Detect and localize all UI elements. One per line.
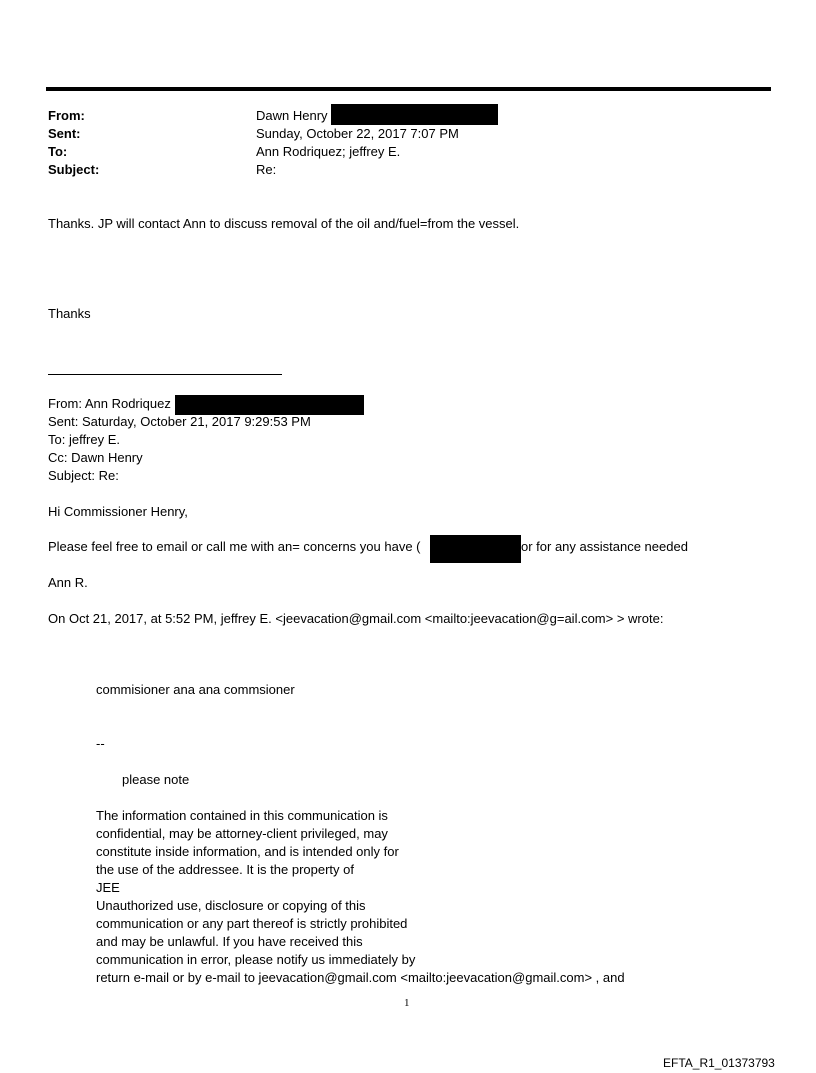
signoff: Ann R.	[48, 575, 88, 590]
message-line-b: or for any assistance needed	[521, 539, 688, 554]
quoted-subject: Subject: Re:	[48, 468, 119, 483]
attribution-line: On Oct 21, 2017, at 5:52 PM, jeffrey E. <jeevacation@gmail.com <mailto:jeevacation@g=ail.com> > wrote:	[48, 611, 664, 626]
please-note: please note	[122, 772, 190, 787]
separator-rule	[48, 374, 282, 375]
disclaimer-line: constitute inside information, and is intended only for	[96, 844, 399, 859]
body-thanks: Thanks	[48, 306, 91, 321]
disclaimer-line: and may be unlawful. If you have received this	[96, 934, 363, 949]
redaction-box	[175, 395, 364, 415]
to-value: Ann Rodriquez; jeffrey E.	[256, 144, 401, 159]
message-line-a: Please feel free to email or call me with an= concerns you have (	[48, 539, 421, 554]
body-line: Thanks. JP will contact Ann to discuss removal of the oil and/fuel=from the vessel.	[48, 216, 520, 231]
signature-dashes: --	[96, 736, 105, 751]
top-rule	[46, 87, 771, 91]
disclaimer-line: confidential, may be attorney-client privileged, may	[96, 826, 388, 841]
disclaimer-line: communication or any part thereof is strictly prohibited	[96, 916, 408, 931]
quoted-to: To: jeffrey E.	[48, 432, 121, 447]
sent-label: Sent:	[48, 126, 81, 141]
quoted-sent: Sent: Saturday, October 21, 2017 9:29:53 PM	[48, 414, 311, 429]
redaction-box	[331, 104, 498, 125]
document-id: EFTA_R1_01373793	[663, 1056, 775, 1070]
quoted-from: From: Ann Rodriquez	[48, 396, 171, 411]
disclaimer-line: return e-mail or by e-mail to jeevacation@gmail.com <mailto:jeevacation@gmail.com> , and	[96, 970, 625, 985]
disclaimer-line: The information contained in this communication is	[96, 808, 388, 823]
subject-value: Re:	[256, 162, 277, 177]
to-label: To:	[48, 144, 68, 159]
greeting: Hi Commissioner Henry,	[48, 504, 188, 519]
page-number: 1	[404, 997, 410, 1009]
redaction-box	[430, 535, 521, 563]
disclaimer-line: the use of the addressee. It is the property of	[96, 862, 354, 877]
disclaimer-line: JEE	[96, 880, 120, 895]
from-label: From:	[48, 108, 85, 123]
disclaimer-line: communication in error, please notify us immediately by	[96, 952, 416, 967]
nested-line: commisioner ana ana commsioner	[96, 682, 295, 697]
quoted-cc: Cc: Dawn Henry	[48, 450, 143, 465]
disclaimer-line: Unauthorized use, disclosure or copying of this	[96, 898, 366, 913]
sent-value: Sunday, October 22, 2017 7:07 PM	[256, 126, 459, 141]
subject-label: Subject:	[48, 162, 100, 177]
from-value: Dawn Henry	[256, 108, 328, 123]
